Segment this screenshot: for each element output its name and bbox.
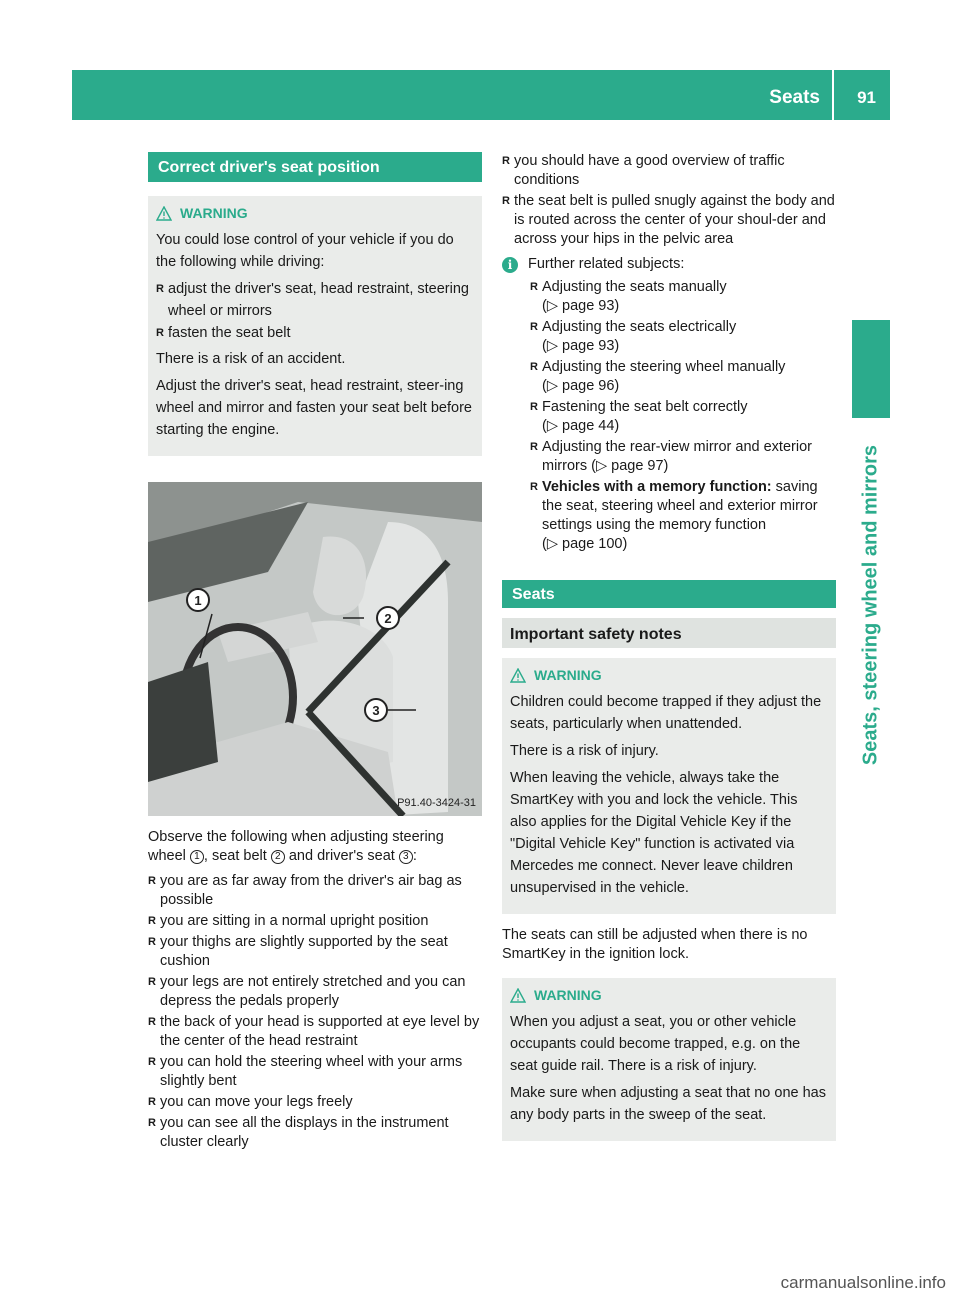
driver-illustration-drawing bbox=[148, 482, 482, 816]
list-item: R you are as far away from the driver's air bag as possible bbox=[148, 872, 482, 910]
list-item: R adjust the driver's seat, head restraint, steering wheel or mirrors bbox=[156, 278, 474, 322]
list-item[interactable]: R Fastening the seat belt correctly (▷ page 44) bbox=[530, 398, 836, 436]
right-column bbox=[502, 152, 836, 1141]
watermark: carmanualsonline.info bbox=[780, 1273, 946, 1292]
header-title: Seats bbox=[769, 87, 820, 108]
list-item: R you can move your legs freely bbox=[148, 1093, 482, 1112]
warning-icon bbox=[156, 206, 172, 221]
header-separator bbox=[832, 70, 834, 120]
list-item: R the back of your head is supported at eye level by the center of the head restraint bbox=[148, 1013, 482, 1051]
callout-driver-seat: 3 bbox=[364, 698, 388, 722]
page-reference[interactable]: (▷ page 93) bbox=[542, 298, 620, 314]
side-tab-marker bbox=[852, 320, 890, 418]
left-column bbox=[148, 152, 482, 1154]
list-item[interactable]: R Adjusting the seats manually (▷ page 93) bbox=[530, 278, 836, 316]
list-item[interactable]: R Vehicles with a memory function: saving the seat, steering wheel and exterior mirror settings using the memory function (▷ page 100) bbox=[530, 478, 836, 554]
warning-instruction: Adjust the driver's seat, head restraint, steer-ing wheel and mirror and fasten your seat belt before starting the engine. bbox=[156, 378, 472, 438]
related-list bbox=[530, 278, 836, 554]
page-reference[interactable]: ▷ page 97) bbox=[595, 458, 669, 474]
info-block bbox=[502, 255, 836, 274]
info-icon: i bbox=[502, 257, 518, 273]
page-reference[interactable]: (▷ page 100) bbox=[542, 536, 628, 552]
list-item[interactable]: R Adjusting the rear-view mirror and exterior mirrors (▷ page 97) bbox=[530, 438, 836, 476]
list-item: R your legs are not entirely stretched and you can depress the pedals properly bbox=[148, 973, 482, 1011]
page-number: 91 bbox=[857, 88, 876, 107]
driver-seat-illustration bbox=[148, 482, 482, 816]
seats-paragraph: The seats can still be adjusted when there is no SmartKey in the ignition lock. bbox=[502, 927, 808, 962]
continued-list bbox=[502, 152, 836, 249]
warning-box bbox=[502, 658, 836, 914]
info-title: Further related subjects: bbox=[528, 256, 685, 272]
warning-list bbox=[156, 278, 474, 344]
list-item[interactable]: R Adjusting the seats electrically (▷ page 93) bbox=[530, 318, 836, 356]
list-item: R the seat belt is pulled snugly against the body and is routed across the center of your shoul-der and across your hips in the pelvic area bbox=[502, 192, 836, 249]
warning-icon bbox=[510, 988, 526, 1003]
ref-driver-seat: 3 bbox=[399, 850, 413, 864]
warning-text: When you adjust a seat, you or other vehicle occupants could become trapped, e.g. on the seat guide rail. There is a risk of injury. bbox=[510, 1014, 801, 1074]
list-item: R you can hold the steering wheel with your arms slightly bent bbox=[148, 1053, 482, 1091]
ref-seat-belt: 2 bbox=[271, 850, 285, 864]
side-tab-label: Seats, steering wheel and mirrors bbox=[859, 444, 882, 766]
page-reference[interactable]: (▷ page 93) bbox=[542, 338, 620, 354]
list-item: R fasten the seat belt bbox=[156, 322, 474, 344]
safety-subtitle: Important safety notes bbox=[502, 618, 836, 648]
warning-title: WARNING bbox=[534, 987, 602, 1003]
list-item[interactable]: R Adjusting the steering wheel manually (▷ page 96) bbox=[530, 358, 836, 396]
observe-list bbox=[148, 872, 482, 1152]
page-reference[interactable]: (▷ page 44) bbox=[542, 418, 620, 434]
warning-icon bbox=[510, 668, 526, 683]
side-tab bbox=[852, 420, 890, 790]
callout-seat-belt: 2 bbox=[376, 606, 400, 630]
warning-box bbox=[502, 978, 836, 1141]
list-item: R your thighs are slightly supported by the seat cushion bbox=[148, 933, 482, 971]
illustration-code: P91.40-3424-31 bbox=[397, 797, 476, 809]
warning-text: When leaving the vehicle, always take the SmartKey with you and lock the vehicle. This also applies for the Digital Vehicle Key if the "Digital Vehicle Key" function is activated via Mercedes me connect. Never leave children unsupervised in the vehicle. bbox=[510, 770, 798, 896]
ref-steering-wheel: 1 bbox=[190, 850, 204, 864]
list-item: R you are sitting in a normal upright position bbox=[148, 912, 482, 931]
list-item: R you can see all the displays in the instrument cluster clearly bbox=[148, 1114, 482, 1152]
observe-paragraph: Observe the following when adjusting steering wheel 1 , seat belt 2 and driver's seat 3 : bbox=[148, 829, 444, 864]
list-item: R you should have a good overview of traffic conditions bbox=[502, 152, 836, 190]
warning-box bbox=[148, 196, 482, 456]
warning-title: WARNING bbox=[180, 205, 248, 221]
page-reference[interactable]: (▷ page 96) bbox=[542, 378, 620, 394]
warning-intro: You could lose control of your vehicle if you do the following while driving: bbox=[156, 232, 454, 270]
header-bar bbox=[72, 70, 890, 120]
callout-steering-wheel: 1 bbox=[186, 588, 210, 612]
warning-text: Children could become trapped if they adjust the seats, particularly when unattended. bbox=[510, 694, 822, 732]
seats-section-title: Seats bbox=[502, 580, 836, 608]
warning-text: Make sure when adjusting a seat that no one has any body parts in the sweep of the seat. bbox=[510, 1085, 826, 1123]
warning-risk: There is a risk of an accident. bbox=[156, 351, 346, 367]
warning-title: WARNING bbox=[534, 667, 602, 683]
section-title: Correct driver's seat position bbox=[148, 152, 482, 182]
warning-text: There is a risk of injury. bbox=[510, 743, 659, 759]
